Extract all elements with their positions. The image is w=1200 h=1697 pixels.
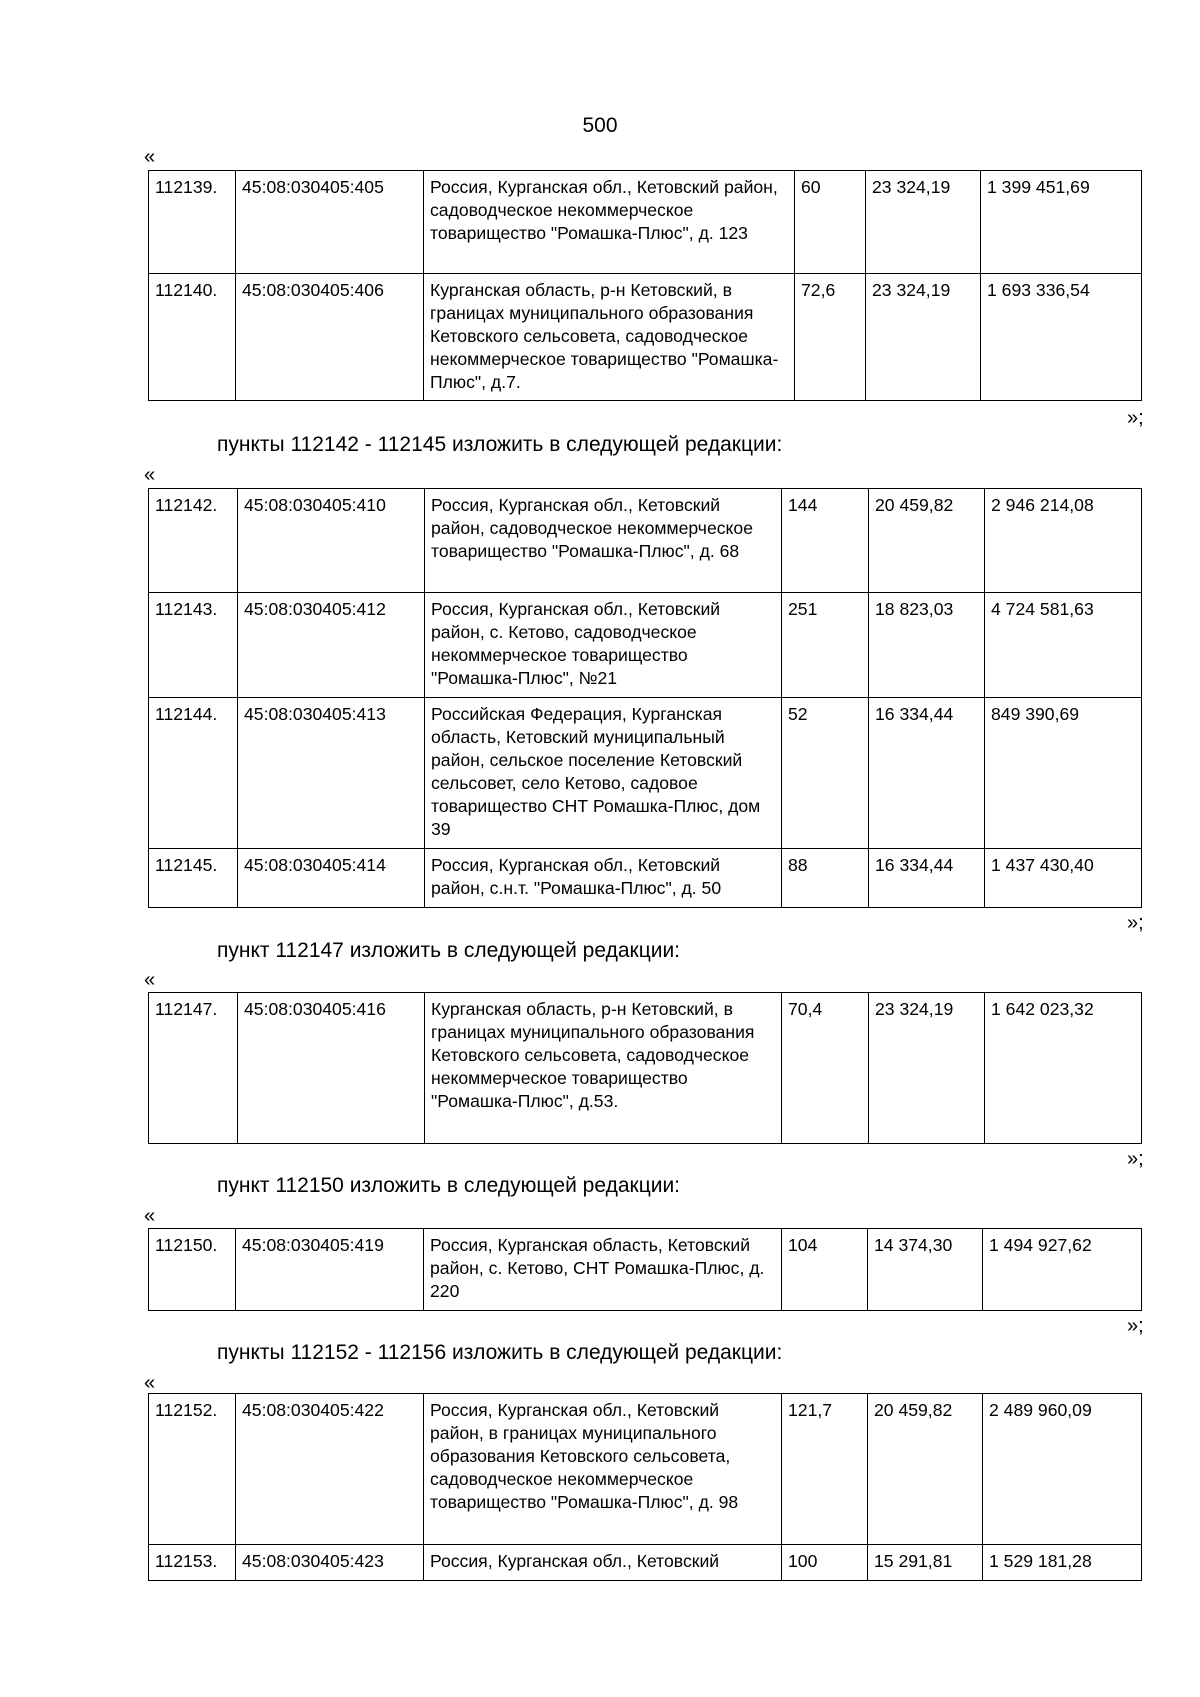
table-row bbox=[149, 1229, 1142, 1311]
address: Курганская область, р-н Кетовский, в границах муниципального образования Кетовского сельсовета, садоводческое некоммерческое товарищество "Ромашка-Плюс", д.53. bbox=[425, 993, 782, 1144]
address: Россия, Курганская область, Кетовский район, с. Кетово, СНТ Ромашка-Плюс, д. 220 bbox=[424, 1229, 782, 1311]
cadastral-value: 1 494 927,62 bbox=[983, 1229, 1142, 1311]
cadastral-number: 45:08:030405:413 bbox=[238, 698, 425, 849]
cadastral-value: 4 724 581,63 bbox=[985, 593, 1142, 698]
area: 104 bbox=[782, 1229, 868, 1311]
rate: 15 291,81 bbox=[868, 1545, 983, 1581]
row-number: 112147. bbox=[149, 993, 238, 1144]
table-row bbox=[149, 1394, 1142, 1545]
cadastral-value: 2 946 214,08 bbox=[985, 489, 1142, 593]
row-number: 112145. bbox=[149, 849, 238, 908]
row-number: 112152. bbox=[149, 1394, 236, 1545]
address: Курганская область, р-н Кетовский, в границах муниципального образования Кетовского сельсовета, садоводческое некоммерческое товарищество "Ромашка-Плюс", д.7. bbox=[424, 274, 795, 401]
row-number: 112142. bbox=[149, 489, 238, 593]
cadastral-number: 45:08:030405:416 bbox=[238, 993, 425, 1144]
quote-open: « bbox=[144, 146, 156, 168]
quote-close: »; bbox=[1127, 912, 1144, 934]
area: 121,7 bbox=[782, 1394, 868, 1545]
cadastral-value: 1 437 430,40 bbox=[985, 849, 1142, 908]
cadastral-value: 849 390,69 bbox=[985, 698, 1142, 849]
address: Россия, Курганская обл., Кетовский район, в границах муниципального образования Кетовского сельсовета, садоводческое некоммерческое товарищество "Ромашка-Плюс", д. 98 bbox=[424, 1394, 782, 1545]
cadastral-value: 2 489 960,09 bbox=[983, 1394, 1142, 1545]
table-row bbox=[149, 274, 1142, 401]
register-table bbox=[148, 1393, 1142, 1581]
table-row bbox=[149, 698, 1142, 849]
quote-open: « bbox=[144, 969, 156, 991]
row-number: 112153. bbox=[149, 1545, 236, 1581]
register-table bbox=[148, 170, 1142, 401]
table-row bbox=[149, 593, 1142, 698]
cadastral-value: 1 529 181,28 bbox=[983, 1545, 1142, 1581]
area: 251 bbox=[782, 593, 869, 698]
rate: 20 459,82 bbox=[869, 489, 985, 593]
area: 72,6 bbox=[795, 274, 866, 401]
address: Россия, Курганская обл., Кетовский bbox=[424, 1545, 782, 1581]
table-row bbox=[149, 489, 1142, 593]
area: 100 bbox=[782, 1545, 868, 1581]
table-row bbox=[149, 993, 1142, 1144]
quote-close: »; bbox=[1127, 1315, 1144, 1337]
cadastral-number: 45:08:030405:412 bbox=[238, 593, 425, 698]
rate: 20 459,82 bbox=[868, 1394, 983, 1545]
area: 144 bbox=[782, 489, 869, 593]
cadastral-value: 1 399 451,69 bbox=[981, 171, 1142, 274]
rate: 16 334,44 bbox=[869, 849, 985, 908]
address: Россия, Курганская обл., Кетовский район, с. Кетово, садоводческое некоммерческое товарищество "Ромашка-Плюс", №21 bbox=[425, 593, 782, 698]
register-table bbox=[148, 1228, 1142, 1311]
address: Россия, Курганская обл., Кетовский район, садоводческое некоммерческое товарищество "Ромашка-Плюс", д. 68 bbox=[425, 489, 782, 593]
amendment-instruction: пункт 112147 изложить в следующей редакции: bbox=[217, 939, 681, 962]
quote-close: »; bbox=[1127, 1148, 1144, 1170]
row-number: 112140. bbox=[149, 274, 236, 401]
row-number: 112139. bbox=[149, 171, 236, 274]
rate: 16 334,44 bbox=[869, 698, 985, 849]
cadastral-number: 45:08:030405:423 bbox=[236, 1545, 424, 1581]
rate: 14 374,30 bbox=[868, 1229, 983, 1311]
address: Россия, Курганская обл., Кетовский район, с.н.т. "Ромашка-Плюс", д. 50 bbox=[425, 849, 782, 908]
rate: 23 324,19 bbox=[866, 171, 981, 274]
row-number: 112143. bbox=[149, 593, 238, 698]
rate: 23 324,19 bbox=[869, 993, 985, 1144]
area: 70,4 bbox=[782, 993, 869, 1144]
row-number: 112150. bbox=[149, 1229, 236, 1311]
quote-open: « bbox=[144, 1205, 156, 1227]
area: 52 bbox=[782, 698, 869, 849]
address: Россия, Курганская обл., Кетовский район, садоводческое некоммерческое товарищество "Ромашка-Плюс", д. 123 bbox=[424, 171, 795, 274]
area: 88 bbox=[782, 849, 869, 908]
rate: 23 324,19 bbox=[866, 274, 981, 401]
page-number: 500 bbox=[582, 114, 618, 137]
cadastral-value: 1 693 336,54 bbox=[981, 274, 1142, 401]
cadastral-number: 45:08:030405:414 bbox=[238, 849, 425, 908]
quote-close: »; bbox=[1127, 407, 1144, 429]
amendment-instruction: пункты 112142 - 112145 изложить в следующей редакции: bbox=[217, 433, 783, 456]
cadastral-number: 45:08:030405:422 bbox=[236, 1394, 424, 1545]
quote-open: « bbox=[144, 1372, 156, 1394]
quote-open: « bbox=[144, 464, 156, 486]
area: 60 bbox=[795, 171, 866, 274]
table-row bbox=[149, 1545, 1142, 1581]
register-table bbox=[148, 488, 1142, 908]
register-table bbox=[148, 992, 1142, 1144]
amendment-instruction: пункт 112150 изложить в следующей редакции: bbox=[217, 1174, 681, 1197]
row-number: 112144. bbox=[149, 698, 238, 849]
cadastral-number: 45:08:030405:406 bbox=[236, 274, 424, 401]
address: Российская Федерация, Курганская область, Кетовский муниципальный район, сельское поселение Кетовский сельсовет, село Кетово, садовое товарищество СНТ Ромашка-Плюс, дом 39 bbox=[425, 698, 782, 849]
cadastral-value: 1 642 023,32 bbox=[985, 993, 1142, 1144]
cadastral-number: 45:08:030405:419 bbox=[236, 1229, 424, 1311]
cadastral-number: 45:08:030405:405 bbox=[236, 171, 424, 274]
table-row bbox=[149, 171, 1142, 274]
table-row bbox=[149, 849, 1142, 908]
amendment-instruction: пункты 112152 - 112156 изложить в следующей редакции: bbox=[217, 1341, 783, 1364]
rate: 18 823,03 bbox=[869, 593, 985, 698]
cadastral-number: 45:08:030405:410 bbox=[238, 489, 425, 593]
